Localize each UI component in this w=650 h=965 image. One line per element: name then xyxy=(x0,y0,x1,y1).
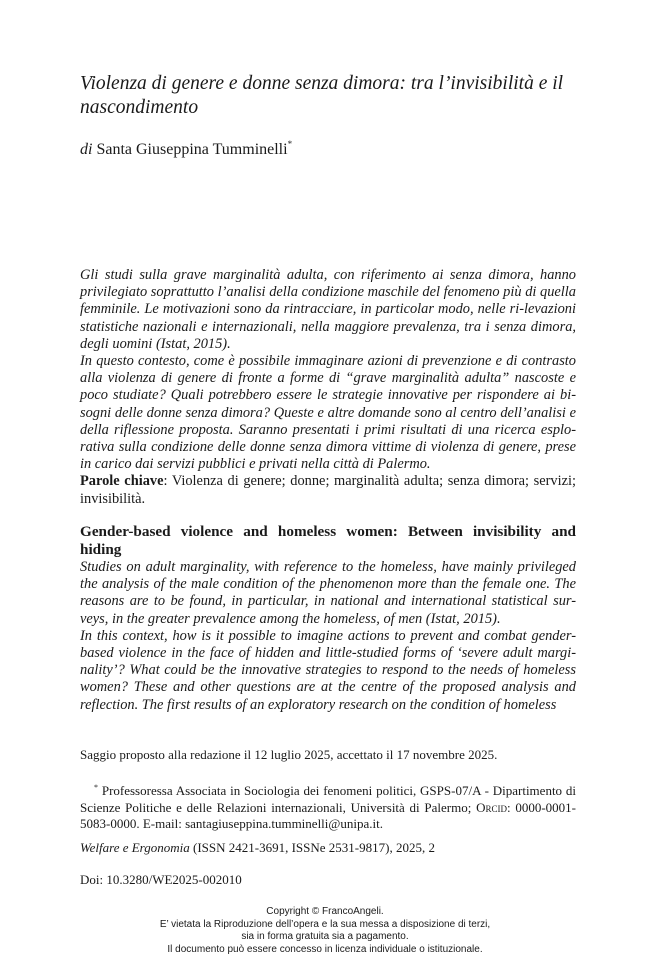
doi: Doi: 10.3280/WE2025-002010 xyxy=(80,872,242,887)
journal-info xyxy=(80,840,435,856)
submission-note: Saggio proposto alla redazione il 12 luglio 2025, accettato il 17 novembre 2025. xyxy=(80,747,498,762)
journal-details: (ISSN 2421-3691, ISSNe 2531-9817), 2025, 2 xyxy=(189,840,435,855)
abstract-en-paragraph-2: In this context, how is it possible to imagine actions to prevent and combat gender-based violence in the face of hidden and little-studied forms of ‘severe adult margi-nality’? What could be the innovative strategies to respond to the needs of homeless women? These and other questions are at the centre of the proposed analysis and reflection. The first results of an exploratory research on the condition of homeless xyxy=(80,627,576,713)
copyright-notice xyxy=(0,906,650,956)
footnote-contact: : 0000-0001-5083-0000. E-mail: santagiuseppina.tumminelli@unipa.it. xyxy=(80,799,576,831)
english-title: Gender-based violence and homeless women: Between invisibility and hiding xyxy=(80,523,576,558)
footnote-affiliation: Professoressa Associata in Sociologia dei fenomeni politici, GSPS-07/A - Dipartimento di Scienze Politiche e delle Relazioni internazionali, Università di Palermo; xyxy=(80,783,577,815)
keywords xyxy=(80,473,576,507)
author-footnote-marker: * xyxy=(287,139,293,149)
copyright-line-3: sia in forma gratuita sia a pagamento. xyxy=(241,931,409,942)
footnote-marker: * xyxy=(94,783,98,792)
abstract-it-paragraph-1: Gli studi sulla grave marginalità adulta, con riferimento ai senza dimora, hanno privilegiato soprattutto l’analisi della condizione maschile del fenomeno più di quella femminile. Le motivazioni sono da rintracciare, in particolar modo, nelle ri-levazioni statistiche nazionali e internazionali, nella maggiore prevalenza, tra i senza dimora, degli uomini (Istat, 2015). xyxy=(80,267,576,352)
journal-name: Welfare e Ergonomia xyxy=(80,840,190,855)
author-line xyxy=(80,139,292,159)
author-prefix: di xyxy=(80,141,93,158)
copyright-line-1: Copyright © FrancoAngeli. xyxy=(266,906,384,917)
copyright-line-4: Il documento può essere concesso in licenza individuale o istituzionale. xyxy=(167,943,483,955)
abstract-it-paragraph-2: In questo contesto, come è possibile immaginare azioni di prevenzione e di contrasto alla violenza di genere di fronte a forme di “grave marginalità adulta” nascoste e poco studiate? Quali potrebbero essere le strategie innovative per rispondere ai bi-sogni delle donne senza dimora? Queste e altre domande sono al centro dell’analisi e della riflessione proposta. Saranno presentati i primi risultati di una ricerca esplo-rativa sulla condizione delle donne senza dimora vittime di violenza di genere, prese in carico dai servizi pubblici e privati nella città di Palermo. xyxy=(80,353,576,473)
abstract-italian xyxy=(80,267,576,508)
author-footnote xyxy=(80,780,576,833)
keywords-label: Parole chiave xyxy=(80,473,164,490)
orcid-label: Orcid xyxy=(476,799,507,815)
author-name: Santa Giuseppina Tumminelli xyxy=(96,141,288,158)
abstract-english xyxy=(80,523,576,714)
abstract-en-paragraph-1: Studies on adult marginality, with reference to the homeless, have mainly privileged the analysis of the male condition of the phenomenon more than the female one. The reasons are to be found, in particular, in national and international statistical sur-veys, in the greater prevalence among the homeless, of men (Istat, 2015). xyxy=(80,559,576,627)
copyright-line-2: E’ vietata la Riproduzione dell’opera e la sua messa a disposizione di terzi, xyxy=(159,918,491,930)
article-title: Violenza di genere e donne senza dimora: tra l’invisibilità e il nascondimento xyxy=(80,73,564,118)
keywords-list: : Violenza di genere; donne; marginalità adulta; senza dimora; servizi; invisibilità. xyxy=(80,473,576,507)
